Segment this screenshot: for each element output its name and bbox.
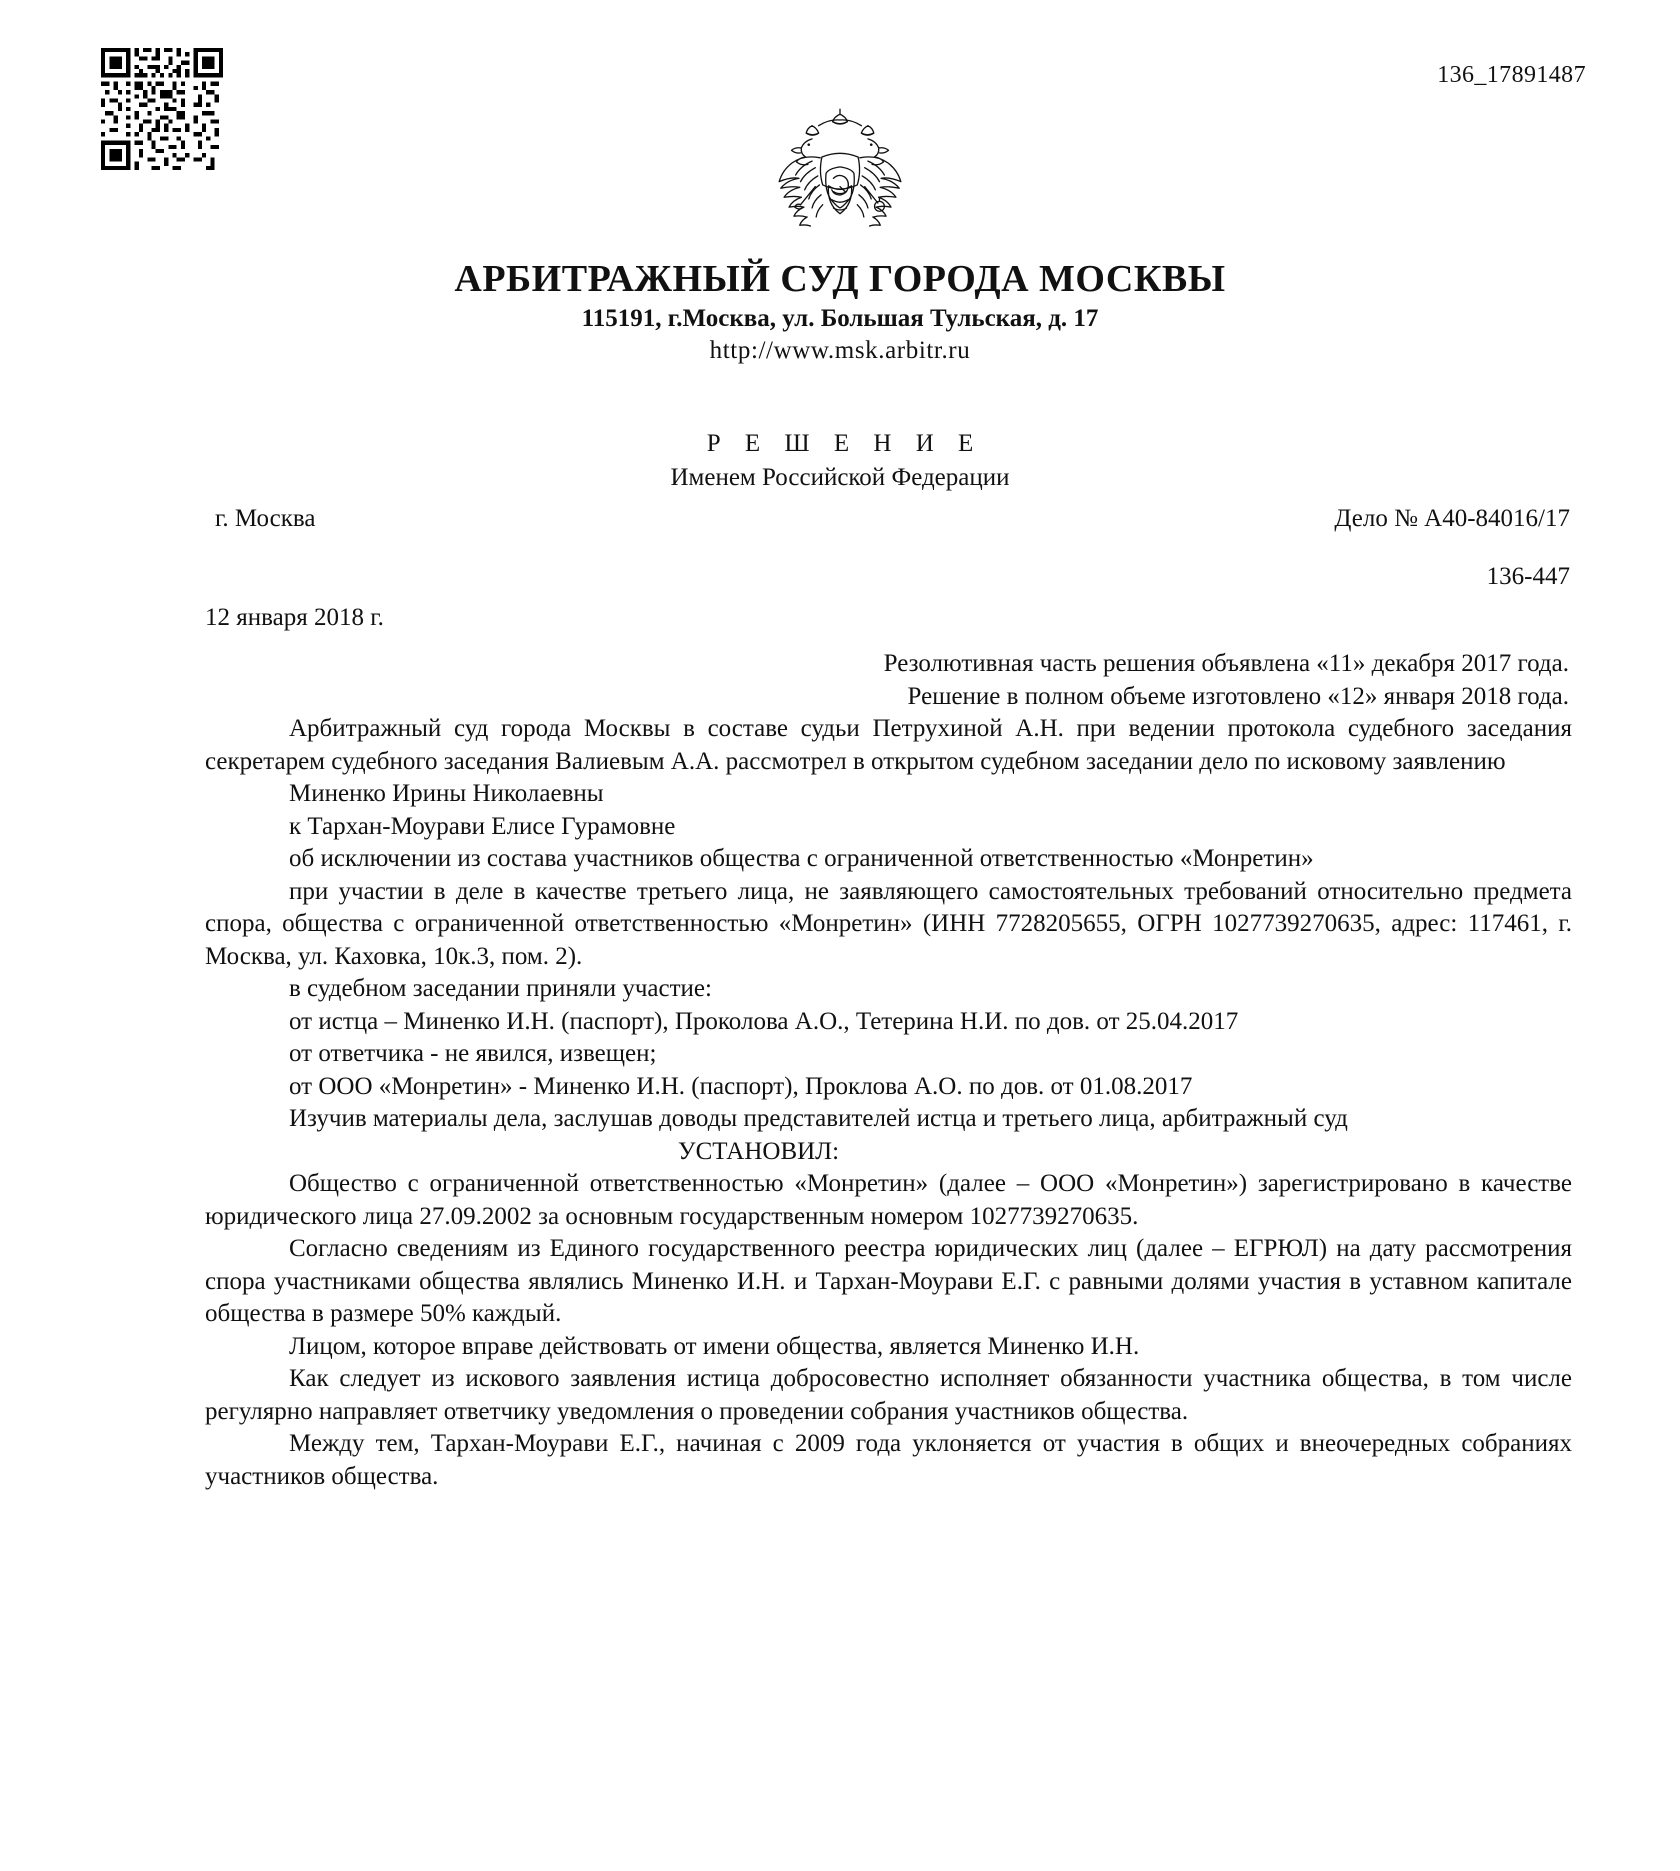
double-headed-eagle-icon xyxy=(756,106,924,254)
egrul-paragraph: Согласно сведениям из Единого государственного реестра юридических лиц (далее – ЕГРЮЛ) на дату рассмотрения спора участниками общества являлись Миненко И.Н. и Тархан-Моурави Е.Г. с равными долями участия в уставном капитале общества в размере 50% каждый. xyxy=(205,1235,1572,1327)
participants-plaintiff-line: от истца – Миненко И.Н. (паспорт), Проколова А.О., Тетерина Н.И. по дов. от 25.04.2017 xyxy=(289,1007,1239,1035)
court-address: 115191, г.Москва, ул. Большая Тульская, д. 17 xyxy=(581,304,1099,332)
full-text-made-line: Решение в полном объеме изготовлено «12» января 2018 года. xyxy=(907,682,1569,710)
document-number: 136_17891487 xyxy=(1437,62,1586,88)
decision-date: 12 января 2018 г. xyxy=(205,604,384,631)
director-paragraph: Лицом, которое вправе действовать от имени общества, является Миненко И.Н. xyxy=(289,1332,1140,1360)
participants-heading: в судебном заседании приняли участие: xyxy=(289,975,712,1002)
evasion-paragraph: Между тем, Тархан-Моурави Е.Г., начиная с 2009 года уклоняется от участия в общих и внеочередных собраниях участников общества. xyxy=(205,1430,1572,1490)
defendant-line: к Тархан-Моурави Елисе Гурамовне xyxy=(289,812,676,840)
materials-studied-paragraph: Изучив материалы дела, заслушав доводы представителей истца и третьего лица, арбитражный суд xyxy=(289,1105,1348,1132)
plaintiff-line: Миненко Ирины Николаевны xyxy=(289,780,604,807)
resolutive-announced-line: Резолютивная часть решения объявлена «11» декабря 2017 года. xyxy=(883,650,1569,677)
registration-paragraph: Общество с ограниченной ответственностью «Монретин» (далее – ООО «Монретин») зарегистрировано в качестве юридического лица 27.09.2002 за основным государственным номером 1027739270635. xyxy=(205,1170,1572,1230)
decision-body xyxy=(205,648,1572,1493)
court-website-url: http://www.msk.arbitr.ru xyxy=(709,337,971,365)
decision-subtitle: Именем Российской Федерации xyxy=(670,464,1010,491)
case-number-block xyxy=(1334,505,1570,591)
case-sub-number: 136-447 xyxy=(1486,563,1570,590)
coat-of-arms-emblem xyxy=(0,106,1680,254)
case-meta-row xyxy=(215,505,1570,591)
third-party-paragraph: при участии в деле в качестве третьего лица, не заявляющего самостоятельных требований относительно предмета спора, общества с ограниченной ответственностью «Монретин» (ИНН 7728205655, ОГРН 1027739270635, адрес: 117461, г. Москва, ул. Каховка, 10к.3, пом. 2). xyxy=(205,877,1572,970)
claim-description-paragraph: Как следует из искового заявления истица добросовестно исполняет обязанности участника общества, в том числе регулярно направляет ответчику уведомления о проведении собрания участников общества. xyxy=(205,1365,1572,1425)
court-composition-paragraph: Арбитражный суд города Москвы в составе судьи Петрухиной А.Н. при ведении протокола судебного заседания секретарем судебного заседания Валиевым А.А. рассмотрел в открытом судебном заседании дело по исковому заявлению xyxy=(205,715,1572,775)
claim-subject-paragraph: об исключении из состава участников общества с ограниченной ответственностью «Монретин» xyxy=(289,845,1314,872)
participants-third-party-line: от ООО «Монретин» - Миненко И.Н. (паспорт), Проклова А.О. по дов. от 01.08.2017 xyxy=(289,1072,1193,1100)
court-header-block xyxy=(0,258,1680,366)
ustanovil-heading: УСТАНОВИЛ: xyxy=(677,1137,840,1165)
decision-title-block xyxy=(0,430,1680,492)
court-name: АРБИТРАЖНЫЙ СУД ГОРОДА МОСКВЫ xyxy=(454,258,1226,300)
participants-defendant-line: от ответчика - не явился, извещен; xyxy=(289,1040,657,1067)
case-number: Дело № A40-84016/17 xyxy=(1334,505,1570,532)
city-label: г. Москва xyxy=(215,505,316,532)
decision-title: Р Е Ш Е Н И Е xyxy=(706,430,983,457)
